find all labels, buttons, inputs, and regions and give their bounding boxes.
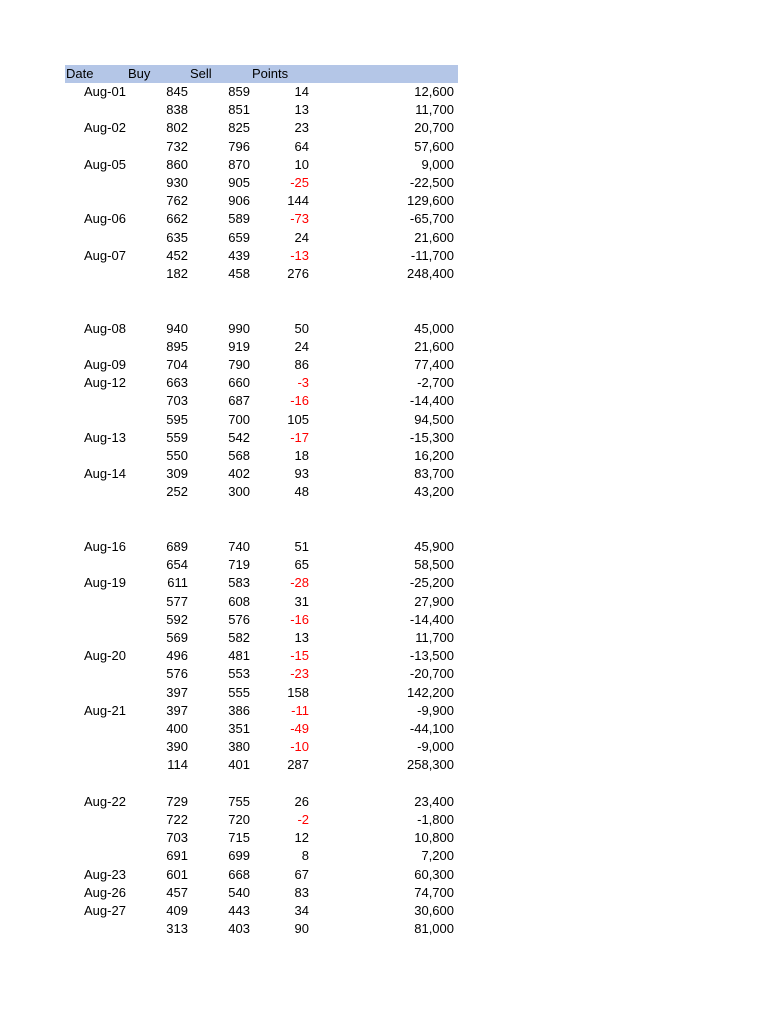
date-cell[interactable]: Aug-06 [84, 211, 126, 227]
table-row [0, 156, 768, 174]
sell-cell[interactable]: 790 [228, 357, 250, 372]
points-cell[interactable]: -17 [290, 429, 309, 445]
sell-cell[interactable]: 906 [228, 193, 250, 209]
amount-cell[interactable]: 258,300 [407, 757, 454, 773]
amount-cell[interactable]: 57,600 [414, 138, 454, 154]
amount-cell[interactable]: 21,600 [414, 338, 454, 354]
buy-cell[interactable]: 838 [166, 102, 188, 118]
amount-cell[interactable]: 248,400 [407, 266, 454, 281]
buy-cell[interactable]: 860 [166, 156, 188, 172]
points-cell[interactable]: 10 [294, 156, 309, 172]
buy-cell[interactable]: 550 [166, 448, 188, 463]
points-cell[interactable]: -73 [290, 211, 309, 227]
points-cell[interactable]: 64 [294, 138, 309, 154]
date-cell[interactable]: Aug-23 [84, 866, 126, 882]
sell-cell[interactable]: 403 [228, 921, 250, 937]
buy-cell[interactable]: 452 [166, 247, 188, 263]
table-row [0, 411, 768, 429]
points-cell[interactable]: 24 [294, 338, 309, 354]
buy-cell[interactable]: 703 [166, 393, 188, 409]
sell-cell[interactable]: 582 [228, 630, 250, 645]
table-row [0, 465, 768, 483]
buy-cell[interactable]: 691 [166, 848, 188, 864]
buy-cell[interactable]: 309 [166, 466, 188, 482]
table-row [0, 447, 768, 465]
table-row [0, 829, 768, 847]
sell-cell[interactable]: 699 [228, 848, 250, 864]
points-cell[interactable]: 144 [287, 193, 309, 209]
points-cell[interactable]: -3 [297, 375, 309, 391]
buy-cell[interactable]: 895 [166, 338, 188, 354]
amount-cell[interactable]: 9,000 [421, 156, 454, 172]
buy-cell[interactable]: 930 [166, 175, 188, 190]
table-row [0, 629, 768, 647]
points-cell[interactable]: 276 [287, 266, 309, 281]
buy-cell[interactable]: 595 [166, 411, 188, 427]
sell-cell[interactable]: 439 [228, 247, 250, 263]
sell-cell[interactable]: 720 [228, 812, 250, 827]
points-cell[interactable]: 34 [294, 903, 309, 918]
table-row [0, 320, 768, 338]
table-row [0, 920, 768, 938]
table-row [0, 720, 768, 738]
sell-cell[interactable]: 608 [228, 593, 250, 609]
buy-cell[interactable]: 654 [166, 557, 188, 573]
sell-cell[interactable]: 458 [228, 266, 250, 281]
date-cell[interactable]: Aug-07 [84, 247, 126, 263]
sell-cell[interactable]: 401 [228, 757, 250, 773]
buy-cell[interactable]: 732 [166, 138, 188, 154]
amount-cell[interactable]: -65,700 [409, 211, 454, 227]
table-row [0, 119, 768, 137]
sell-cell[interactable]: 715 [228, 830, 250, 846]
date-cell[interactable]: Aug-12 [84, 375, 126, 391]
date-cell[interactable]: Aug-27 [84, 903, 126, 918]
buy-cell[interactable]: 496 [166, 648, 188, 664]
sell-cell[interactable]: 386 [228, 702, 250, 718]
table-row [0, 283, 768, 301]
table-row [0, 702, 768, 720]
sell-cell[interactable]: 443 [228, 903, 250, 918]
table-row [0, 775, 768, 793]
amount-cell[interactable]: -9,900 [417, 702, 454, 718]
buy-cell[interactable]: 663 [166, 375, 188, 391]
amount-cell[interactable]: -14,400 [409, 611, 454, 627]
table-row [0, 174, 768, 192]
sell-cell[interactable]: 402 [228, 466, 250, 482]
buy-cell[interactable]: 114 [167, 757, 188, 773]
table-row [0, 665, 768, 683]
amount-cell[interactable]: -13,500 [409, 648, 454, 664]
header-date[interactable]: Date [66, 66, 94, 81]
buy-cell[interactable]: 577 [166, 593, 188, 609]
points-cell[interactable]: -23 [290, 666, 309, 682]
table-row [0, 811, 768, 829]
amount-cell[interactable]: 129,600 [407, 193, 454, 209]
table-row [0, 756, 768, 774]
points-cell[interactable]: 13 [294, 102, 309, 118]
table-row [0, 265, 768, 283]
sell-cell[interactable]: 553 [228, 666, 250, 682]
table-row [0, 210, 768, 228]
points-cell[interactable]: 13 [294, 630, 309, 645]
points-cell[interactable]: -13 [290, 247, 309, 263]
sell-cell[interactable]: 380 [228, 739, 250, 755]
sell-cell[interactable]: 700 [228, 411, 250, 427]
points-cell[interactable]: 8 [301, 848, 309, 864]
sell-cell[interactable]: 589 [228, 211, 250, 227]
points-cell[interactable]: 83 [294, 884, 309, 900]
amount-cell[interactable]: 27,900 [414, 593, 454, 609]
amount-cell[interactable]: -11,700 [410, 247, 454, 263]
buy-cell[interactable]: 569 [166, 630, 188, 645]
points-cell[interactable]: 50 [294, 320, 309, 336]
date-cell[interactable]: Aug-13 [84, 429, 126, 445]
points-cell[interactable]: 65 [294, 557, 309, 573]
table-row [0, 192, 768, 210]
date-cell[interactable]: Aug-08 [84, 320, 126, 336]
sell-cell[interactable]: 660 [228, 375, 250, 391]
table-row [0, 574, 768, 592]
points-cell[interactable]: -10 [290, 739, 309, 755]
table-row [0, 429, 768, 447]
buy-cell[interactable]: 559 [166, 429, 188, 445]
points-cell[interactable]: -28 [290, 575, 309, 591]
amount-cell[interactable]: 83,700 [414, 466, 454, 482]
sell-cell[interactable]: 859 [228, 84, 250, 99]
amount-cell[interactable]: 20,700 [414, 120, 454, 136]
sell-cell[interactable]: 851 [228, 102, 250, 118]
points-cell[interactable]: 18 [294, 448, 309, 463]
points-cell[interactable]: 67 [294, 866, 309, 882]
buy-cell[interactable]: 576 [166, 666, 188, 682]
points-cell[interactable]: -25 [290, 175, 309, 190]
table-row [0, 247, 768, 265]
table-row [0, 538, 768, 556]
table-row [0, 866, 768, 884]
table-row [0, 301, 768, 319]
date-cell[interactable]: Aug-22 [84, 793, 126, 809]
date-cell[interactable]: Aug-14 [84, 466, 126, 482]
buy-cell[interactable]: 689 [166, 539, 188, 554]
buy-cell[interactable]: 662 [166, 211, 188, 227]
table-row [0, 738, 768, 756]
date-cell[interactable]: Aug-26 [84, 884, 126, 900]
date-cell[interactable]: Aug-21 [84, 702, 126, 718]
date-cell[interactable]: Aug-16 [84, 539, 126, 554]
amount-cell[interactable]: 30,600 [414, 903, 454, 918]
buy-cell[interactable]: 409 [166, 903, 188, 918]
buy-cell[interactable]: 635 [166, 229, 188, 245]
amount-cell[interactable]: 58,500 [414, 557, 454, 573]
sell-cell[interactable]: 659 [228, 229, 250, 245]
sell-cell[interactable]: 576 [228, 611, 250, 627]
points-cell[interactable]: -11 [291, 702, 309, 718]
sell-cell[interactable]: 540 [228, 884, 250, 900]
sell-cell[interactable]: 481 [228, 648, 250, 664]
date-cell[interactable]: Aug-20 [84, 648, 126, 664]
date-cell[interactable]: Aug-09 [84, 357, 126, 372]
sell-cell[interactable]: 351 [228, 721, 250, 736]
amount-cell[interactable]: 81,000 [414, 921, 454, 937]
sell-cell[interactable]: 919 [228, 338, 250, 354]
buy-cell[interactable]: 397 [166, 684, 188, 700]
amount-cell[interactable]: 43,200 [414, 484, 454, 500]
points-cell[interactable]: 158 [287, 684, 309, 700]
sell-cell[interactable]: 542 [228, 429, 250, 445]
buy-cell[interactable]: 722 [166, 812, 188, 827]
sell-cell[interactable]: 990 [228, 320, 250, 336]
table-row [0, 483, 768, 501]
table-row [0, 392, 768, 410]
buy-cell[interactable]: 397 [166, 702, 188, 718]
amount-cell[interactable]: 77,400 [414, 357, 454, 372]
date-cell[interactable]: Aug-01 [84, 84, 126, 99]
amount-cell[interactable]: 7,200 [421, 848, 454, 864]
amount-cell[interactable]: 10,800 [414, 830, 454, 846]
sell-cell[interactable]: 755 [228, 793, 250, 809]
points-cell[interactable]: 31 [294, 593, 309, 609]
buy-cell[interactable]: 252 [166, 484, 188, 500]
table-row [0, 502, 768, 520]
points-cell[interactable]: 48 [294, 484, 309, 500]
sell-cell[interactable]: 905 [228, 175, 250, 190]
sell-cell[interactable]: 687 [228, 393, 250, 409]
points-cell[interactable]: 24 [294, 229, 309, 245]
table-row [0, 338, 768, 356]
sell-cell[interactable]: 583 [228, 575, 250, 591]
table-row [0, 138, 768, 156]
points-cell[interactable]: 287 [287, 757, 309, 773]
sell-cell[interactable]: 796 [228, 138, 250, 154]
points-cell[interactable]: -2 [297, 812, 309, 827]
table-row [0, 647, 768, 665]
amount-cell[interactable]: -9,000 [417, 739, 454, 755]
amount-cell[interactable]: -1,800 [417, 812, 454, 827]
amount-cell[interactable]: -2,700 [417, 375, 454, 391]
header-buy[interactable]: Buy [128, 66, 151, 81]
table-row [0, 593, 768, 611]
amount-cell[interactable]: 94,500 [414, 411, 454, 427]
points-cell[interactable]: 12 [294, 830, 309, 846]
buy-cell[interactable]: 400 [166, 721, 188, 736]
amount-cell[interactable]: -25,200 [409, 575, 454, 591]
points-cell[interactable]: 86 [294, 357, 309, 372]
table-row [0, 611, 768, 629]
table-row [0, 902, 768, 920]
table-row [0, 229, 768, 247]
table-row [0, 793, 768, 811]
sell-cell[interactable]: 555 [228, 684, 250, 700]
buy-cell[interactable]: 390 [166, 739, 188, 755]
table-row [0, 101, 768, 119]
sell-cell[interactable]: 300 [228, 484, 250, 500]
amount-cell[interactable]: 21,600 [414, 229, 454, 245]
buy-cell[interactable]: 729 [166, 793, 188, 809]
buy-cell[interactable]: 940 [166, 320, 188, 336]
points-cell[interactable]: 23 [294, 120, 309, 136]
date-cell[interactable]: Aug-05 [84, 156, 126, 172]
table-row [0, 556, 768, 574]
table-row [0, 684, 768, 702]
sell-cell[interactable]: 870 [228, 156, 250, 172]
table-row [0, 847, 768, 865]
points-cell[interactable]: -49 [290, 721, 309, 736]
amount-cell[interactable]: 23,400 [414, 793, 454, 809]
buy-cell[interactable]: 802 [166, 120, 188, 136]
points-cell[interactable]: 51 [294, 539, 309, 554]
amount-cell[interactable]: -15,300 [409, 429, 454, 445]
buy-cell[interactable]: 313 [166, 921, 188, 937]
amount-cell[interactable]: 45,000 [414, 320, 454, 336]
buy-cell[interactable]: 703 [166, 830, 188, 846]
amount-cell[interactable]: -20,700 [409, 666, 454, 682]
table-row [0, 374, 768, 392]
date-cell[interactable]: Aug-02 [84, 120, 126, 136]
sell-cell[interactable]: 740 [228, 539, 250, 554]
points-cell[interactable]: -16 [290, 611, 309, 627]
buy-cell[interactable]: 762 [166, 193, 188, 209]
amount-cell[interactable]: 74,700 [414, 884, 454, 900]
points-cell[interactable]: -16 [290, 393, 309, 409]
header-points[interactable]: Points [252, 66, 289, 81]
buy-cell[interactable]: 845 [166, 84, 188, 99]
amount-cell[interactable]: -14,400 [409, 393, 454, 409]
amount-cell[interactable]: -22,500 [409, 175, 454, 190]
date-cell[interactable]: Aug-19 [84, 575, 126, 591]
amount-cell[interactable]: 45,900 [414, 539, 454, 554]
amount-cell[interactable]: 11,700 [415, 630, 454, 645]
buy-cell[interactable]: 182 [166, 266, 188, 281]
table-row [0, 520, 768, 538]
amount-cell[interactable]: 142,200 [407, 684, 454, 700]
sell-cell[interactable]: 568 [228, 448, 250, 463]
amount-cell[interactable]: -44,100 [409, 721, 454, 736]
buy-cell[interactable]: 704 [166, 357, 188, 372]
points-cell[interactable]: 93 [294, 466, 309, 482]
points-cell[interactable]: -15 [290, 648, 309, 664]
buy-cell[interactable]: 611 [167, 575, 188, 591]
buy-cell[interactable]: 592 [166, 611, 188, 627]
sell-cell[interactable]: 719 [228, 557, 250, 573]
points-cell[interactable]: 26 [294, 793, 309, 809]
points-cell[interactable]: 14 [294, 84, 309, 99]
buy-cell[interactable]: 457 [166, 884, 188, 900]
table-row [0, 356, 768, 374]
points-cell[interactable]: 105 [287, 411, 309, 427]
table-row [0, 83, 768, 101]
amount-cell[interactable]: 12,600 [414, 84, 454, 99]
amount-cell[interactable]: 16,200 [414, 448, 454, 463]
sell-cell[interactable]: 668 [228, 866, 250, 882]
points-cell[interactable]: 90 [294, 921, 309, 937]
amount-cell[interactable]: 11,700 [415, 102, 454, 118]
table-row [0, 884, 768, 902]
amount-cell[interactable]: 60,300 [414, 866, 454, 882]
buy-cell[interactable]: 601 [166, 866, 188, 882]
sell-cell[interactable]: 825 [228, 120, 250, 136]
header-sell[interactable]: Sell [190, 66, 212, 81]
